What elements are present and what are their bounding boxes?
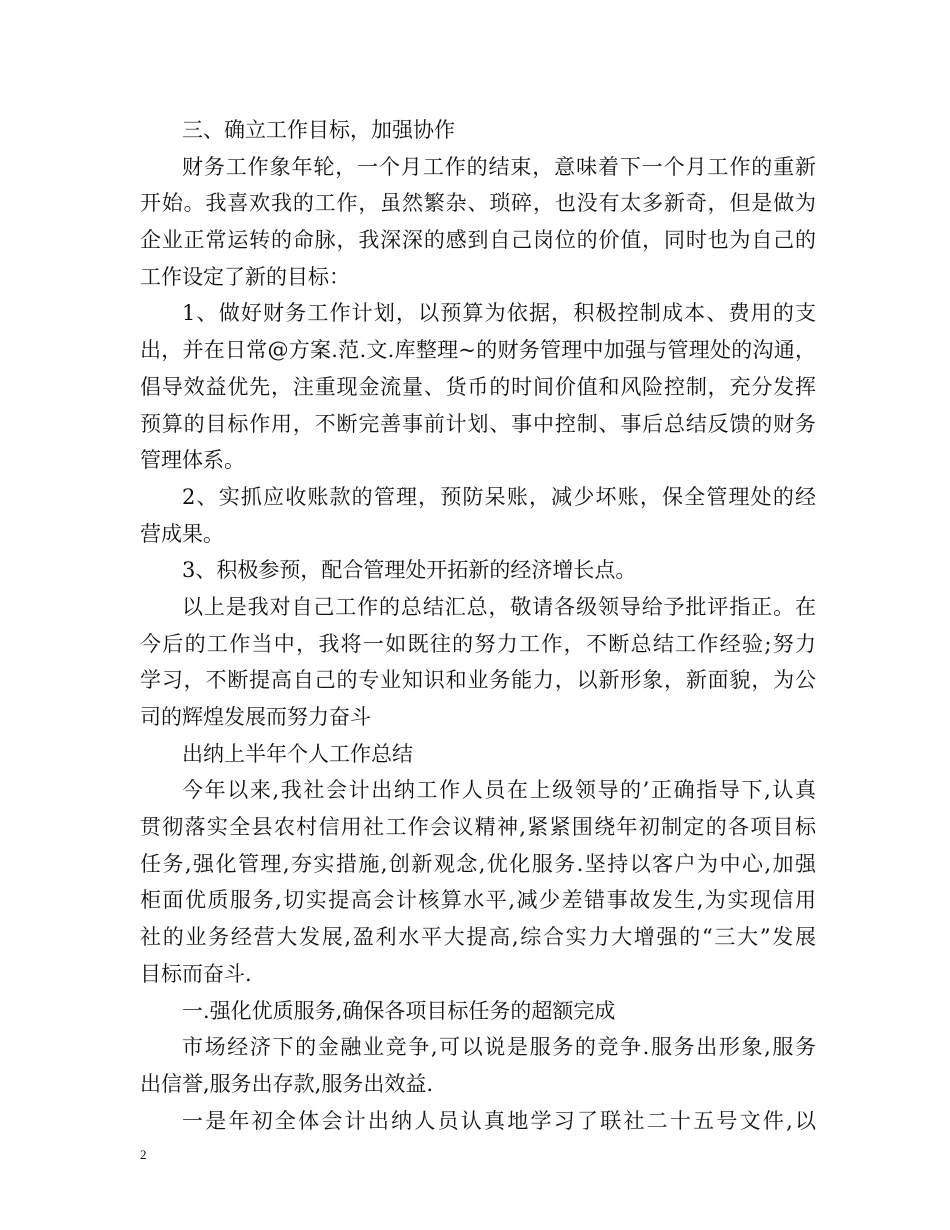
text-line: 任务,强化管理,夯实措施,创新观念,优化服务.坚持以客户为中心,加强	[140, 851, 816, 876]
text-line: 三、确立工作目标，加强协作	[182, 118, 455, 142]
text-line: 柜面优质服务,切实提高会计核算水平,减少差错事故发生,为实现信用	[140, 888, 816, 913]
text-line: 企业正常运转的命脉，我深深的感到自己岗位的价值，同时也为自己的	[140, 228, 816, 253]
text-line: 学习，不断提高自己的专业知识和业务能力，以新形象，新面貌，为公	[140, 668, 816, 693]
text-line: 司的辉煌发展而努力奋斗	[140, 705, 371, 729]
text-line: 管理体系。	[140, 448, 245, 473]
text-line: 以上是我对自己工作的总结汇总，敬请各级领导给予批评指正。在	[182, 594, 816, 619]
text-line: 目标而奋斗.	[140, 961, 252, 986]
text-line: 今年以来,我社会计出纳工作人员在上级领导的’正确指导下,认真	[182, 778, 816, 803]
text-line: 一是年初全体会计出纳人员认真地学习了联社二十五号文件,以	[182, 1108, 816, 1133]
text-line: 出纳上半年个人工作总结	[182, 741, 413, 766]
text-line: 营成果。	[140, 521, 224, 546]
page-number: 2	[140, 1147, 147, 1162]
text-line: 财务工作象年轮，一个月工作的结束，意味着下一个月工作的重新	[182, 154, 816, 179]
text-line: 社的业务经营大发展,盈利水平大提高,综合实力大增强的“三大”发展	[140, 925, 816, 950]
text-line: 出信誉,服务出存款,服务出效益.	[140, 1071, 434, 1096]
document-body	[140, 112, 816, 1139]
text-line: 预算的目标作用，不断完善事前计划、事中控制、事后总结反馈的财务	[140, 411, 816, 436]
text-line: 工作设定了新的目标：	[140, 264, 350, 289]
text-line: 出，并在日常@方案.范.文.库整理~的财务管理中加强与管理处的沟通，	[140, 338, 816, 363]
text-line: 开始。我喜欢我的工作，虽然繁杂、琐碎，也没有太多新奇，但是做为	[140, 191, 816, 216]
text-line: 贯彻落实全县农村信用社工作会议精神,紧紧围绕年初制定的各项目标	[140, 815, 816, 840]
text-line: 3、积极参预，配合管理处开拓新的经济增长点。	[182, 558, 637, 583]
text-line: 今后的工作当中，我将一如既往的努力工作，不断总结工作经验;努力	[140, 631, 816, 656]
text-line: 倡导效益优先，注重现金流量、货币的时间价值和风险控制，充分发挥	[140, 374, 816, 399]
text-line: 2、实抓应收账款的管理，预防呆账，减少坏账，保全管理处的经	[182, 484, 816, 509]
text-line: 市场经济下的金融业竞争,可以说是服务的竞争.服务出形象,服务	[182, 1035, 816, 1060]
text-line: 一.强化优质服务,确保各项目标任务的超额完成	[182, 998, 616, 1023]
text-line: 1、做好财务工作计划，以预算为依据，积极控制成本、费用的支	[182, 301, 816, 326]
